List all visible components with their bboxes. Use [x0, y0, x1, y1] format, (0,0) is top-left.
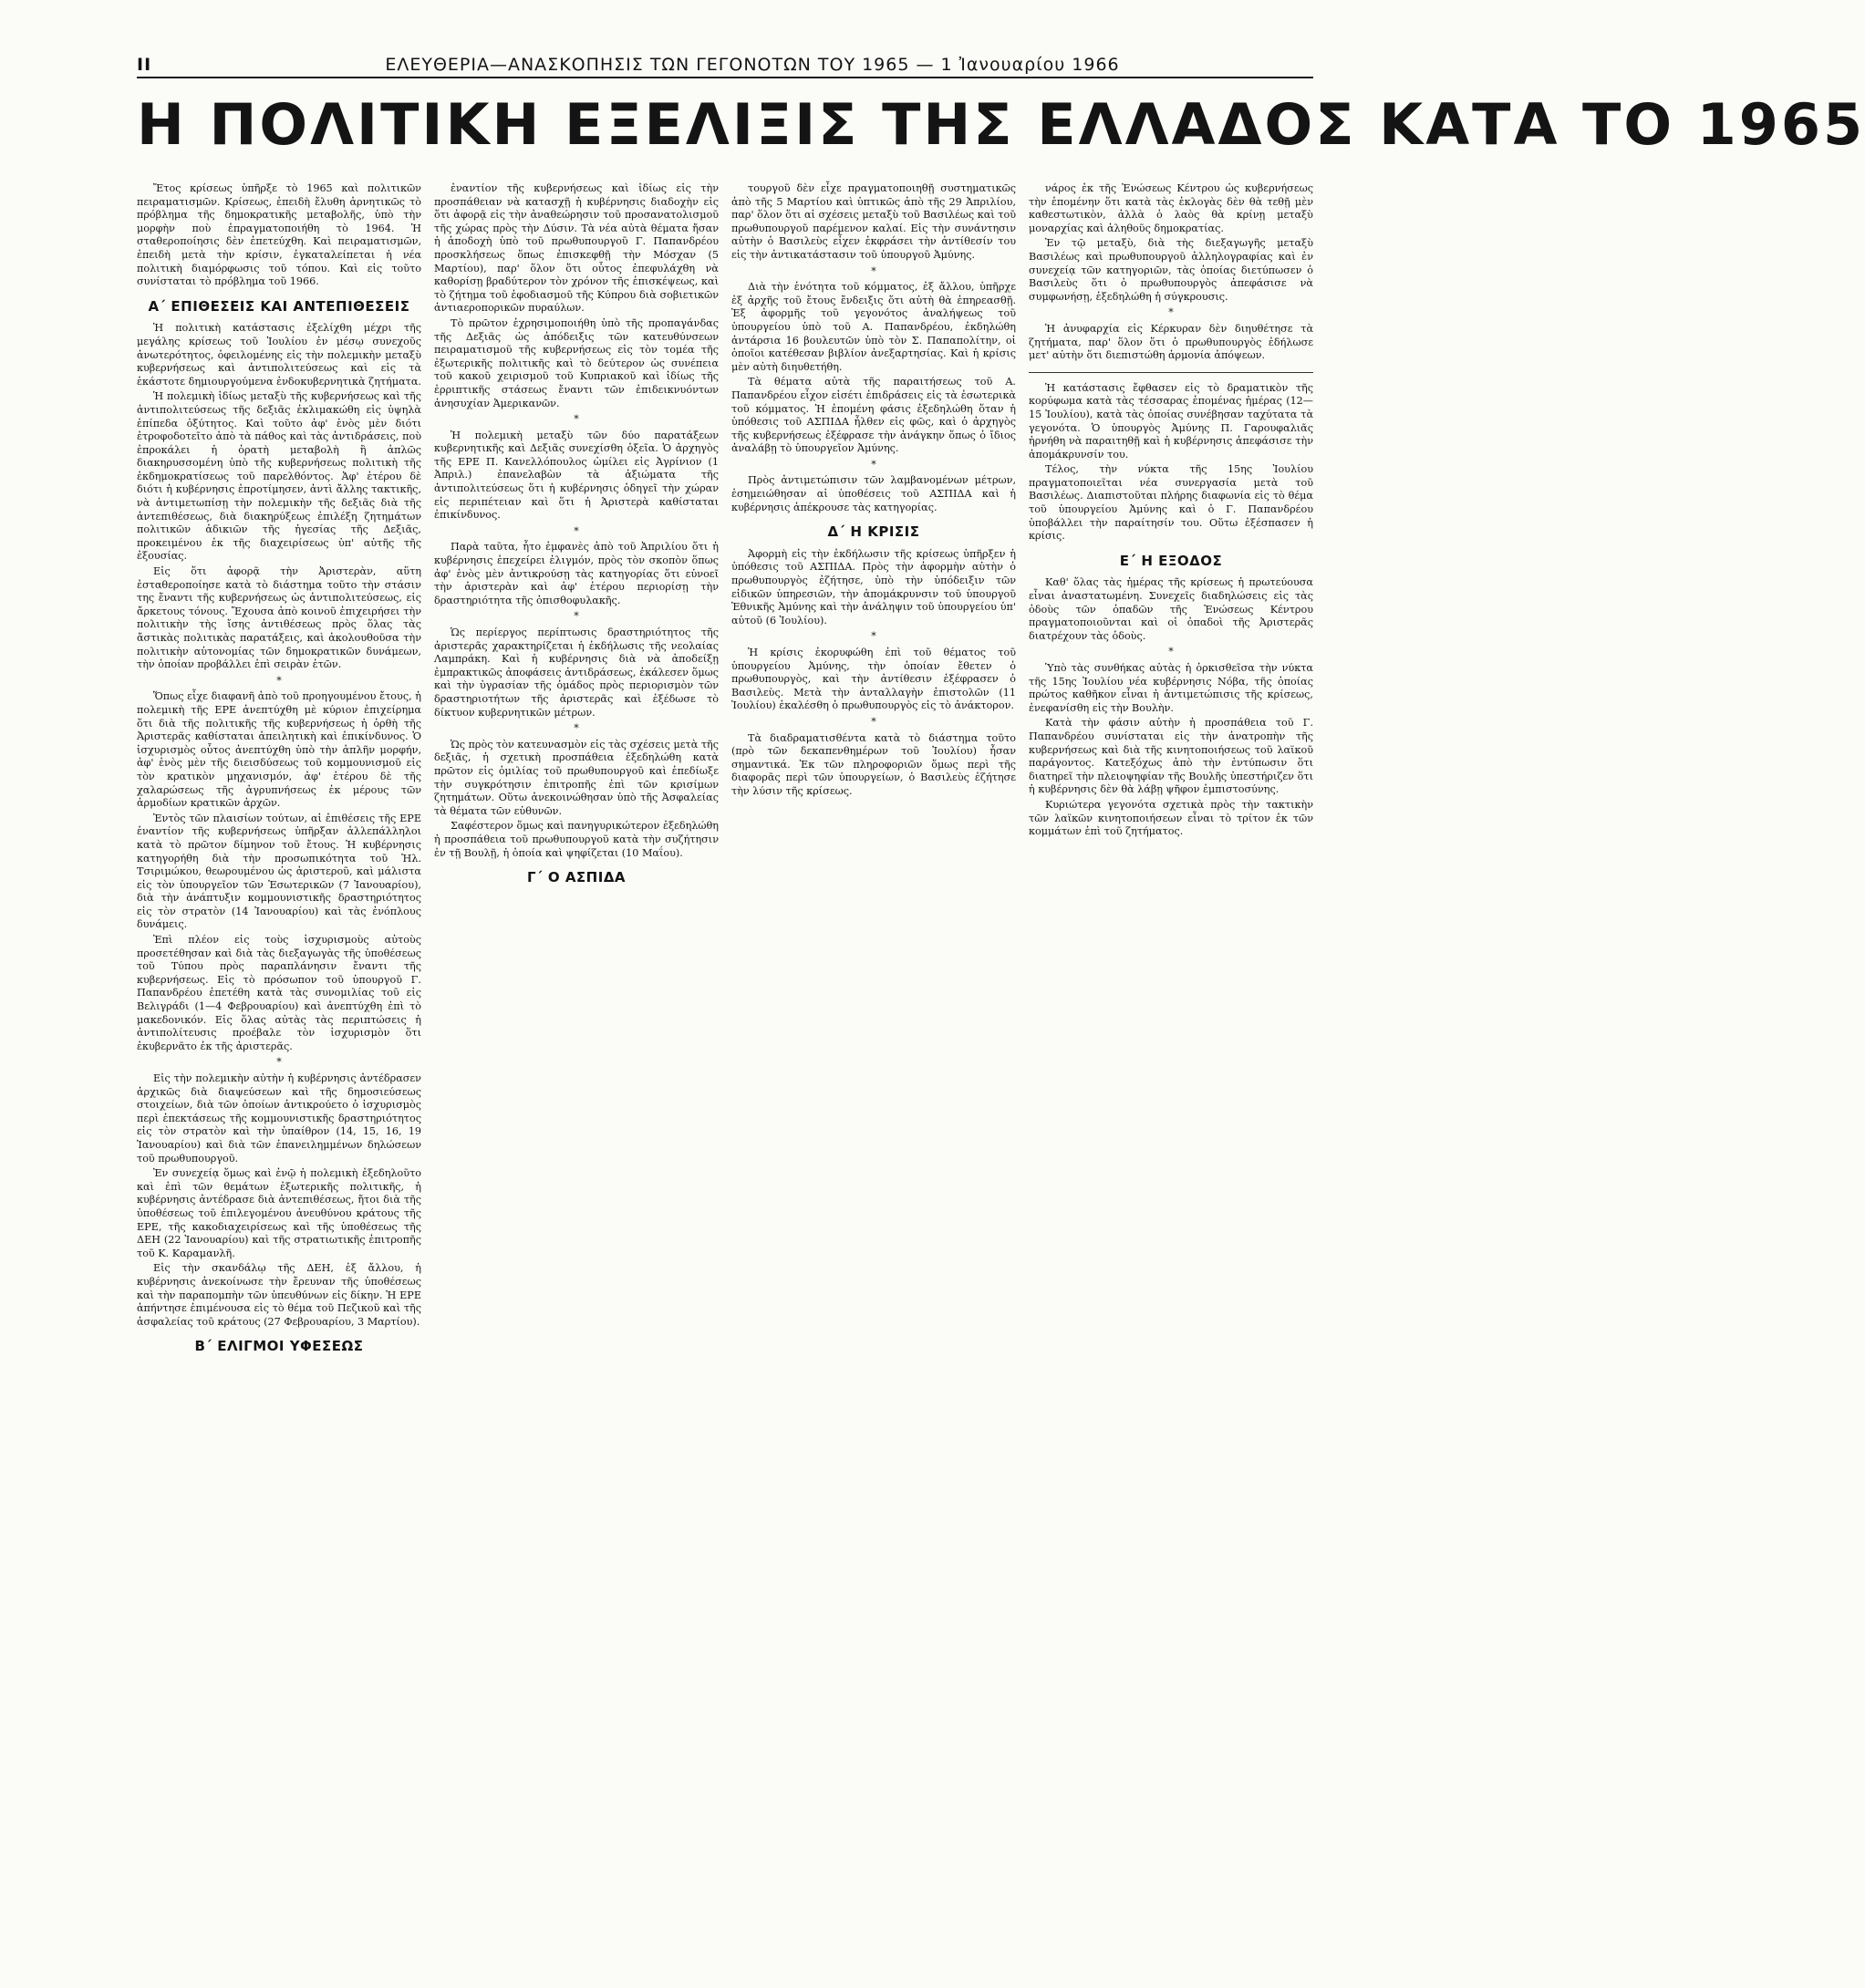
separator-star: *	[574, 722, 579, 735]
running-title: ΕΛΕΥΘΕΡΙΑ—ΑΝΑΣΚΟΠΗΣΙΣ ΤΩΝ ΓΕΓΟΝΟΤΩΝ ΤΟΥ 1965 — 1 Ἰανουαρίου 1966	[385, 55, 1120, 75]
separator-star: *	[1168, 306, 1174, 319]
column-4	[1029, 182, 1313, 1942]
paragraph: Ὑπὸ τὰς συνθήκας αὐτὰς ἡ ὁρκισθεῖσα τὴν νύκτα τῆς 15ης Ἰουλίου νέα κυβέρνησις Νόβα, τῆς ὁποίας πρώτος καθῆκον εἶναι ἡ ἀντιμετώπισις τῆς κρίσεως, ἐνεφανίσθη εἰς τὴν Βουλὴν.	[1029, 662, 1313, 714]
separator-star: *	[871, 264, 876, 277]
separator-star: *	[574, 524, 579, 537]
paragraph: Κυριώτερα γεγονότα σχετικὰ πρὸς τὴν τακτικὴν τῶν λαϊκῶν κινητοποιήσεων εἶναι τὸ τρίτον ἐκ τῶν κομμάτων ἐπὶ τοῦ ζητήματος.	[1029, 798, 1313, 838]
article-columns	[137, 182, 1313, 1942]
paragraph: Ἐν συνεχείᾳ ὅμως καὶ ἐνῷ ἡ πολεμικὴ ἐξεδηλοῦτο καὶ ἐπὶ τῶν θεμάτων ἐξωτερικῆς πολιτικῆς, ἡ κυβέρνησις ἀντέδρασε διὰ ἀντεπιθέσεως, ἤτοι διὰ τῆς ὑποθέσεως τοῦ ἐπιλεγομένου ἀνευθύνου κράτους τῆς ΕΡΕ, τῆς κακοδιαχειρίσεως καὶ τῆς ὑποθέσεως τῆς ΔΕΗ (22 Ἰανουαρίου) καὶ τῆς στρατιωτικῆς ἐπιτροπῆς τοῦ Κ. Καραμανλῆ.	[137, 1167, 421, 1259]
paragraph: Τὰ διαδραματισθέντα κατὰ τὸ διάστημα τοῦτο (πρὸ τῶν δεκαπενθημέρων τοῦ Ἰουλίου) ἦσαν σημαντικά. Ἐκ τῶν πληροφοριῶν ὅμως περὶ τῆς διαφορᾶς περὶ τῶν ὑπουργείων, ὁ Βασιλεὺς ἐζήτησε τὴν λύσιν τῆς κρίσεως.	[731, 731, 1016, 797]
paragraph: Ὡς πρὸς τὸν κατευνασμὸν εἰς τὰς σχέσεις μετὰ τῆς δεξιᾶς, ἡ σχετικὴ προσπάθεια ἐξεδηλώθη κατὰ πρῶτον εἰς ὁμιλίας τοῦ πρωθυπουργοῦ καὶ ἐπεδίωξε τὴν συγκρότησιν ἐπιτροπῆς ἐπὶ τῶν κρισίμων ζητημάτων. Οὕτω ἀνεκοινώθησαν ὑπὸ τῆς Ἀσφαλείας τὰ θέματα τῶν εὐθυνῶν.	[434, 738, 719, 817]
section-heading: Γ΄ Ο ΑΣΠΙΔΑ	[526, 869, 627, 886]
paragraph: Εἰς ὅτι ἀφορᾷ τὴν Ἀριστερὰν, αὕτη ἐσταθεροποίησε κατὰ τὸ διάστημα τοῦτο τὴν στάσιν της ἔναντι τῆς κυβερνήσεως ὡς ἀντιπολιτεύσεως, εἰς ἄρκετους τόνους. Ἔχουσα ἀπὸ κοινοῦ ἐπιχειρήσει τὴν πολιτικὴν τὴς ἴσης ἀντιθέσεως πρὸς ὅλας τὰς ἄστικὰς πολιτικὰς παρατάξεις, καὶ ἀκολουθοῦσα τὴν πολιτικὴν αὐτονομίας τῶν δημοκρατικῶν δυνάμεων, τὴν ὁποίαν προβάλλει ἐπὶ σειρὰν ἐτῶν.	[137, 565, 421, 671]
column-1	[137, 182, 421, 1942]
paragraph: Ἐπὶ πλέον εἰς τοὺς ἰσχυρισμοὺς αὐτοὺς προσετέθησαν καὶ διὰ τὰς διεξαγωγὰς τῆς ὑποθέσεως τοῦ Τύπου πρὸς παραπλάνησιν ἔναντι τῆς κυβερνήσεως. Εἰς τὸ πρόσωπον τοῦ ὑπουργοῦ Γ. Παπανδρέου ἐπετέθη κατὰ τὰς συνομιλίας τοῦ εἰς Βελιγράδι (1—4 Φεβρουαρίου) καὶ ἀνεπτύχθη ἐπὶ τὸ μακεδονικόν. Εἰς ὅλας αὐτὰς τὰς περιπτώσεις ἡ ἀντιπολίτευσις προέβαλε τὸν ἰσχυρισμὸν ὅτι ἐκυβερνᾶτο ἐκ τῆς ἀριστερᾶς.	[137, 934, 421, 1052]
paragraph: Ἔτος κρίσεως ὑπῆρξε τὸ 1965 καὶ πολιτικῶν πειραματισμῶν. Κρίσεως, ἐπειδὴ ἔλυθη ἀρνητικῶς τὸ πρόβλημα τῆς δημοκρατικῆς μεταβολῆς, ὑπὸ τὴν μορφὴν ποὺ ἐπραγματοποιήθη τὸ 1964. Ἡ σταθεροποίησις δὲν ἐπετεύχθη. Καὶ πειραματισμῶν, ἐπειδὴ μετὰ τὴν κρίσιν, ἐγκαταλείπεται ἡ νέα πολιτικὴ διαμόρφωσις τοῦ τόπου. Καὶ εἰς τοῦτο συνίσταται τὸ πρόβλημα τοῦ 1966.	[137, 182, 421, 288]
page-headline: Η ΠΟΛΙΤΙΚΗ ΕΞΕΛΙΞΙΣ ΤΗΣ ΕΛΛΑΔΟΣ ΚΑΤΑ ΤΟ 1965	[137, 91, 1865, 158]
section-heading: Ε΄ Η ΕΞΟΔΟΣ	[1119, 552, 1223, 569]
section-heading: Δ΄ Η ΚΡΙΣΙΣ	[827, 523, 920, 541]
paragraph: Ἡ πολιτικὴ κατάστασις ἐξελίχθη μέχρι τῆς μεγάλης κρίσεως τοῦ Ἰουλίου ἐν μέσῳ συνεχοῦς ἀνωτερότητος, ὀφειλομένης εἰς τὴν πολεμικὴν μεταξὺ κυβερνήσεως καὶ ἀντιπολιτεύσεως καὶ εἰς τὰ ἑκάστοτε δημιουργούμενα ἐνδοκυβερνητικὰ ζητήματα.	[137, 322, 421, 388]
running-header	[137, 53, 1313, 78]
separator-star: *	[871, 630, 876, 643]
separator-star: *	[574, 610, 579, 623]
paragraph: Κατὰ τὴν φάσιν αὐτὴν ἡ προσπάθεια τοῦ Γ. Παπανδρέου συνίσταται εἰς τὴν ἀνατροπὴν τῆς κυβερνήσεως καὶ διὰ τῆς κινητοποιήσεως τοῦ λαϊκοῦ παράγοντος. Κατεξόχως ἀπὸ τὴν ἐντύπωσιν ὅτι διατηρεῖ τὴν πλειοψηφίαν τῆς Βουλῆς ὑπεστήριζεν ὅτι ἡ κυβέρνησις δὲν θὰ λάβῃ ψῆφον ἐμπιστοσύνης.	[1029, 717, 1313, 796]
paragraph: Τέλος, τὴν νύκτα τῆς 15ης Ἰουλίου πραγματοποιεῖται νέα συνεργασία μετὰ τοῦ Βασιλέως. Διαπιστοῦται πλήρης διαφωνία εἰς τὸ θέμα τοῦ ὑπουργείου Ἀμύνης καὶ ὁ Γ. Παπανδρέου ὑποβάλλει τὴν παραίτησίν του. Οὕτω ἐξέσπασεν ἡ κρίσις.	[1029, 463, 1313, 543]
paragraph: Ἡ πολεμικὴ ἰδίως μεταξὺ τῆς κυβερνήσεως καὶ τῆς ἀντιπολιτεύσεως τῆς δεξιᾶς ἐκλιμακώθη εἰς ὑψηλὰ ἐπίπεδα ὀξύτητος. Καὶ τοῦτο ἀφ' ἑνὸς μὲν διότι ἐτροφοδοτεῖτο ἀπὸ τὰ πάθος καὶ τὰς ἀντιδράσεις, ποὺ ἐπροκάλει ἡ ὁρατὴ μεταβολὴ ἢ ἁπλῶς διακηρυσσομένη ὑπὸ τῆς κυβερνήσεως πολιτικὴ τῆς ἐκδημοκρατίσεως τοῦ παρελθόντος. Ἀφ' ἑτέρου δὲ διότι ἡ κυβέρνησις ἐπροτίμησεν, ἀντὶ ἄλλης τακτικῆς, νὰ ἀντιμετωπίσῃ τὴν πολεμικὴν τῆς δεξιᾶς διὰ τῆς ἀντεπιθέσεως, διὰ διακηρύξεως ἐπιλέξη ζητημάτων πολιτικῶν ἀδικιῶν τῆς ἡγεσίας τῆς Δεξιᾶς, προκειμένου ἐκ τῆς διαχειρίσεως ὑπ' αὐτῆς τῆς ἐξουσίας.	[137, 390, 421, 563]
paragraph: Ἐν τῷ μεταξὺ, διὰ τὴς διεξαγωγῆς μεταξὺ Βασιλέως καὶ πρωθυπουργοῦ ἀλληλογραφίας καὶ ἐν συνεχείᾳ τῶν κατηγοριῶν, τὰς ὁποίας διετύπωσεν ὁ Βασιλεὺς ὅτι ὁ πρωθυπουργὸς ἀπεφάσισε νὰ συμφωνήσῃ, ἐξεδηλώθη ἡ σύγκρουσις.	[1029, 237, 1313, 303]
paragraph: Σαφέστερον ὅμως καὶ πανηγυρικώτερον ἐξεδηλώθη ἡ προσπάθεια τοῦ πρωθυπουργοῦ κατὰ τὴν συζήτησιν ἐν τῇ Βουλῇ, ἡ ὁποία καὶ ψηφίζεται (10 Μαΐου).	[434, 820, 719, 859]
paragraph: Τὰ θέματα αὐτὰ τῆς παραιτήσεως τοῦ Α. Παπανδρέου εἶχον εἰσέτι ἐπιδράσεις εἰς τὰ ἐσωτερικὰ τοῦ κόμματος. Ἡ ἐπομένη φάσις ἐξεδηλώθη ὅταν ἡ ὑπόθεσις τοῦ ΑΣΠΙΔΑ ἦλθεν εἰς φῶς, καὶ ὁ ἀρχηγὸς τῆς κυβερνήσεως ἐξέφρασε τὴν ἀνάγκην ὅπως ὁ ἴδιος ἀναλάβῃ τὸ ὑπουργεῖον Ἀμύνης.	[731, 376, 1016, 455]
paragraph: Ἡ ἀνυφαρχία εἰς Κέρκυραν δὲν διηυθέτησε τὰ ζητήματα, παρ' ὅλον ὅτι ὁ πρωθυπουργὸς ἐδήλωσε μετ' αὐτὴν ὅτι διεπιστώθη ἁρμονία ἀπόψεων.	[1029, 322, 1313, 362]
paragraph: Παρὰ ταῦτα, ἦτο ἐμφανὲς ἀπὸ τοῦ Ἀπριλίου ὅτι ἡ κυβέρνησις ἐπεχείρει ἐλιγμόν, πρὸς τὸν σκοπὸν ὅπως ἀφ' ἑνὸς μὲν ἀντικρούσῃ τὰς κατηγορίας ὅτι εὐνοεῖ τὴν ἀριστερὰν καὶ ἀφ' ἑτέρου περιορίσῃ τὴν δραστηριότητα τῆς ὁπισθοφυλακῆς.	[434, 541, 719, 606]
paragraph: Καθ' ὅλας τὰς ἡμέρας τῆς κρίσεως ἡ πρωτεύουσα εἶναι ἀναστατωμένη. Συνεχεῖς διαδηλώσεις εἰς τὰς ὁδοὺς τῶν ὀπαδῶν τῆς Ἑνώσεως Κέντρου πραγματοποιοῦνται καὶ οἱ ὀπαδοὶ τῆς Ἀριστερᾶς διατρέχουν τὰς ὁδοὺς.	[1029, 576, 1313, 642]
column-2	[434, 182, 719, 1942]
paragraph: Εἰς τὴν σκανδάλῳ τῆς ΔΕΗ, ἐξ ἄλλου, ἡ κυβέρνησις ἀνεκοίνωσε τὴν ἔρευναν τῆς ὑποθέσεως καὶ τὴν παραπομπὴν τῶν ὑπευθύνων εἰς δίκην. Ἡ ΕΡΕ ἀπήντησε ἐπιμένουσα εἰς τὸ θέμα τοῦ Πεζικοῦ καὶ τῆς ἀσφαλείας τοῦ κράτους (27 Φεβρουαρίου, 3 Μαρτίου).	[137, 1262, 421, 1328]
separator-star: *	[871, 715, 876, 728]
section-heading: Α΄ ΕΠΙΘΕΣΕΙΣ ΚΑΙ ΑΝΤΕΠΙΘΕΣΕΙΣ	[148, 297, 410, 315]
paragraph: Ἡ κρίσις ἐκορυφώθη ἐπὶ τοῦ θέματος τοῦ ὑπουργείου Ἀμύνης, τὴν ὁποίαν ἔθετεν ὁ πρωθυπουργὸς, καὶ τὴν ἀντίθεσιν ἐξέφρασεν ὁ Βασιλεὺς. Μετὰ τὴν ἀνταλλαγὴν ἐπιστολῶν (11 Ἰουλίου) ἐκαλέσθη ὁ πρωθυπουργὸς εἰς τὸ ἀνάκτορον.	[731, 647, 1016, 712]
paragraph: Ὡς περίεργος περίπτωσις δραστηριότητος τῆς ἀριστερᾶς χαρακτηρίζεται ἡ ἐκδήλωσις τῆς νεολαίας Λαμπράκη. Καὶ ἡ κυβέρνησις διὰ νὰ ἀποδείξῃ ἐμπρακτικῶς ἀποφάσεις ἀντιδράσεως, ἐκάλεσεν ὅμως καὶ τὴν ὑγρασίαν τῆς ὁμάδος πρὸς περιορισμὸν τῶν δραστηριοτήτων τῆς ἀριστερᾶς καὶ ἐξέδωσε τὸ δίκτυον κυβερνητικῶν μέτρων.	[434, 626, 719, 719]
column-3	[731, 182, 1016, 1942]
paragraph: Πρὸς ἀντιμετώπισιν τῶν λαμβανομένων μέτρων, ἐσημειώθησαν αἱ ὑποθέσεις τοῦ ΑΣΠΙΔΑ καὶ ἡ κυβέρνησις ἀπέκρουσε τὰς κατηγορίας.	[731, 474, 1016, 513]
divider	[1029, 372, 1313, 373]
paragraph: νάρος ἐκ τῆς Ἑνώσεως Κέντρου ὡς κυβερνήσεως τὴν ἐπομένην ὅτι κατὰ τὰς ἐκλογὰς δὲν θὰ τεθῇ μὲν καθεστωτικὸν, ἀλλὰ ὁ λαὸς θὰ κρίνῃ μεταξὺ μοναρχίας καὶ ἀληθοῦς δημοκρατίας.	[1029, 182, 1313, 234]
paragraph: ἐναντίον τῆς κυβερνήσεως καὶ ἰδίως εἰς τὴν προσπάθειαν νὰ κατασχῇ ἡ κυβέρνησις διαδοχὴν εἰς ὅτι ἀφορᾷ εἰς τὴν ἀναθεώρησιν τοῦ προσανατολισμοῦ τῆς χώρας πρὸς τὴν Δύσιν. Τὰ νέα αὐτὰ θέματα ἤσαν ἡ ἀποδοχὴ ὑπὸ τοῦ πρωθυπουργοῦ Γ. Παπανδρέου προσκλήσεως ὅπως ἐπισκεφθῇ τὴν Μόσχαν (5 Μαρτίου), παρ' ὅλον ὅτι οὗτος ἐπεφυλάχθη νὰ καθορίσῃ βραδύτερον τὸν χρόνον τῆς ἐπισκέψεως, καὶ τὸ ζήτημα τοῦ ἐφοδιασμοῦ τῆς Κύπρου διὰ σοβιετικῶν ἀντιαεροπορικῶν πυραύλων.	[434, 182, 719, 315]
section-heading: Β΄ ΕΛΙΓΜΟΙ ΥΦΕΣΕΩΣ	[194, 1338, 364, 1355]
paragraph: Εἰς τὴν πολεμικὴν αὐτὴν ἡ κυβέρνησις ἀντέδρασεν ἀρχικῶς διὰ διαψεύσεων καὶ τῆς δημοσιεύσεως στοιχείων, διὰ τῶν ὁποίων ἀντικρούετο ὁ ἰσχυρισμὸς περὶ ἐπεκτάσεως τῆς κομμουνιστικῆς δραστηριότητος εἰς τὸν στρατὸν καὶ τὴν ὑπαίθρον (14, 15, 16, 19 Ἰανουαρίου) καὶ διὰ τῶν ἐπανειλημμένων δηλώσεων τοῦ πρωθυπουργοῦ.	[137, 1072, 421, 1165]
paragraph: Ἀφορμὴ εἰς τὴν ἐκδήλωσιν τῆς κρίσεως ὑπῆρξεν ἡ ὑπόθεσις τοῦ ΑΣΠΙΔΑ. Πρὸς τὴν ἀφορμὴν αὐτὴν ὁ πρωθυπουργὸς ἐζήτησε, ὑπὸ τὴν ὑπόδειξιν τῶν εἰδικῶν ὑπηρεσιῶν, τὴν ἀπομάκρυνσιν τοῦ ὑπουργοῦ Ἐθνικῆς Ἀμύνης καὶ τὴν ἀνάληψιν τοῦ ὑπουργείου ὑπ' αὐτοῦ (6 Ἰουλίου).	[731, 547, 1016, 626]
paragraph: Διὰ τὴν ἑνότητα τοῦ κόμματος, ἐξ ἄλλου, ὑπῆρχε ἐξ ἀρχῆς τοῦ ἔτους ἔνδειξις ὅτι αὐτὴ θὰ ἐπηρεασθῇ. Ἐξ ἀφορμῆς τοῦ γεγονότος ἀναλήψεως τοῦ ὑπουργείου ὑπὸ τοῦ Α. Παπανδρέου, ἐκδηλώθη ἀντάρσια 16 βουλευτῶν ὑπὸ τὸν Σ. Παπαπολίτην, οἱ ὁποῖοι κατέθεσαν βιβλίον ἀνεξαρτησίας. Καὶ ἡ κρίσις μὲν αὐτὴ διηυθετήθη.	[731, 281, 1016, 373]
page-number: II	[137, 55, 152, 75]
paragraph: Ἡ κατάστασις ἔφθασεν εἰς τὸ δραματικὸν τῆς κορύφωμα κατὰ τὰς τέσσαρας ἐπομένας ἡμέρας (12—15 Ἰουλίου), κατὰ τὰς ὁποίας συνέβησαν ταχύτατα τὰ γεγονότα. Ὁ ὑπουργὸς Ἀμύνης Π. Γαρουφαλιᾶς ἠρνήθη νὰ παραιτηθῇ καὶ ἡ κυβέρνησις ἀπεφάσισε τὴν ἀπομάκρυνσίν του.	[1029, 381, 1313, 461]
separator-star: *	[276, 1056, 282, 1069]
separator-star: *	[574, 413, 579, 426]
paragraph: Ὅπως εἶχε διαφανῆ ἀπὸ τοῦ προηγουμένου ἔτους, ἡ πολεμικὴ τῆς ΕΡΕ ἀνεπτύχθη μὲ κύριον ἐπιχείρημα ὅτι διὰ τῆς πολιτικῆς τῆς κυβερνήσεως ἡ ὀρθὴ τῆς Ἀριστερᾶς καθίσταται ἀπειλητικὴ καὶ ἐπικίνδυνος. Ὁ ἰσχυρισμὸς οὗτος ἀνεπτύχθη ὑπὸ τὴν ἁπλῆν μορφήν, ἀφ' ἑνὸς μὲν τῆς διεισδύσεως τοῦ κομμουνισμοῦ εἰς τὸν κρατικὸν μηχανισμόν, ἀφ' ἑτέρου δὲ τῆς χαλαρώσεως τῆς ἀγρυπνήσεως ἐκ μέρους τῶν ἀρμοδίων κρατικῶν ἀρχῶν.	[137, 690, 421, 810]
paragraph: Ἡ πολεμικὴ μεταξὺ τῶν δύο παρατάξεων κυβερνητικῆς καὶ Δεξιᾶς συνεχίσθη ὀξεῖα. Ὁ ἀρχηγὸς τῆς ΕΡΕ Π. Κανελλόπουλος ὡμίλει εἰς Ἀγρίνιον (1 Ἀπριλ.) ἐπανελαβὼν τὰ ἀξιώματα τῆς ἀντιπολιτεύσεως ὅτι ἡ κυβέρνησις ὁδηγεῖ τὴν χώραν εἰς περιπέτειαν καὶ ὅτι ἡ Ἀριστερὰ καθίσταται ἐπικίνδυνος.	[434, 429, 719, 522]
paragraph: Ἐντὸς τῶν πλαισίων τούτων, αἱ ἐπιθέσεις τῆς ΕΡΕ ἐναντίον τῆς κυβερνήσεως ὑπῆρξαν ἀλλεπάλληλοι κατὰ τὸ πρῶτον δίμηνον τοῦ ἔτους. Ἡ κυβέρνησις κατηγορήθη διὰ τὴν προσωπικότητα τοῦ Ἠλ. Τσιριμώκου, θεωρουμένου ὡς ἀριστεροῦ, καὶ μάλιστα εἰς τὸν ὑπουργεῖον τῶν Ἐσωτερικῶν (7 Ἰανουαρίου), διὰ τὴν ἀνάπτυξιν κομμουνιστικῆς δραστηριότητος εἰς τὸν στρατὸν (14 Ἰανουαρίου) καὶ τὰς ἐνόπλους δυνάμεις.	[137, 812, 421, 931]
separator-star: *	[1168, 646, 1174, 658]
separator-star: *	[276, 674, 282, 687]
paragraph: Τὸ πρῶτον ἐχρησιμοποιήθη ὑπὸ τῆς προπαγάνδας τῆς Δεξιᾶς ὡς ἀπόδειξις τῶν κατευθύνσεων πειραματισμοῦ τῆς κυβερνήσεως εἰς τὸν τομέα τῆς ἐξωτερικῆς πολιτικῆς καὶ τὸ δεύτερον ὡς συνέπεια τοῦ κακοῦ χειρισμοῦ τοῦ Κυπριακοῦ καὶ ἰδίως τῆς ἐρριπτικῆς στάσεως ἔναντι τῶν ἐπιδεικνυόντων ἀνησυχίαν Ἀμερικανῶν.	[434, 316, 719, 409]
separator-star: *	[871, 458, 876, 471]
paragraph: τουργοῦ δὲν εἶχε πραγματοποιηθῇ συστηματικῶς ἀπὸ τῆς 5 Μαρτίου καὶ ὑπτικῶς ἀπὸ τῆς 29 Ἀπριλίου, παρ' ὅλον ὅτι αἱ σχέσεις μεταξὺ τοῦ Βασιλέως καὶ τοῦ πρωθυπουργοῦ παρέμενον καλαί. Εἰς τὴν συνάντησιν αὐτὴν ὁ Βασιλεὺς εἶχεν ἐκφράσει τὴν ἀντίθεσίν του εἰς τὴν ἀντικατάστασιν τοῦ ὑπουργοῦ Ἀμύνης.	[731, 182, 1016, 261]
